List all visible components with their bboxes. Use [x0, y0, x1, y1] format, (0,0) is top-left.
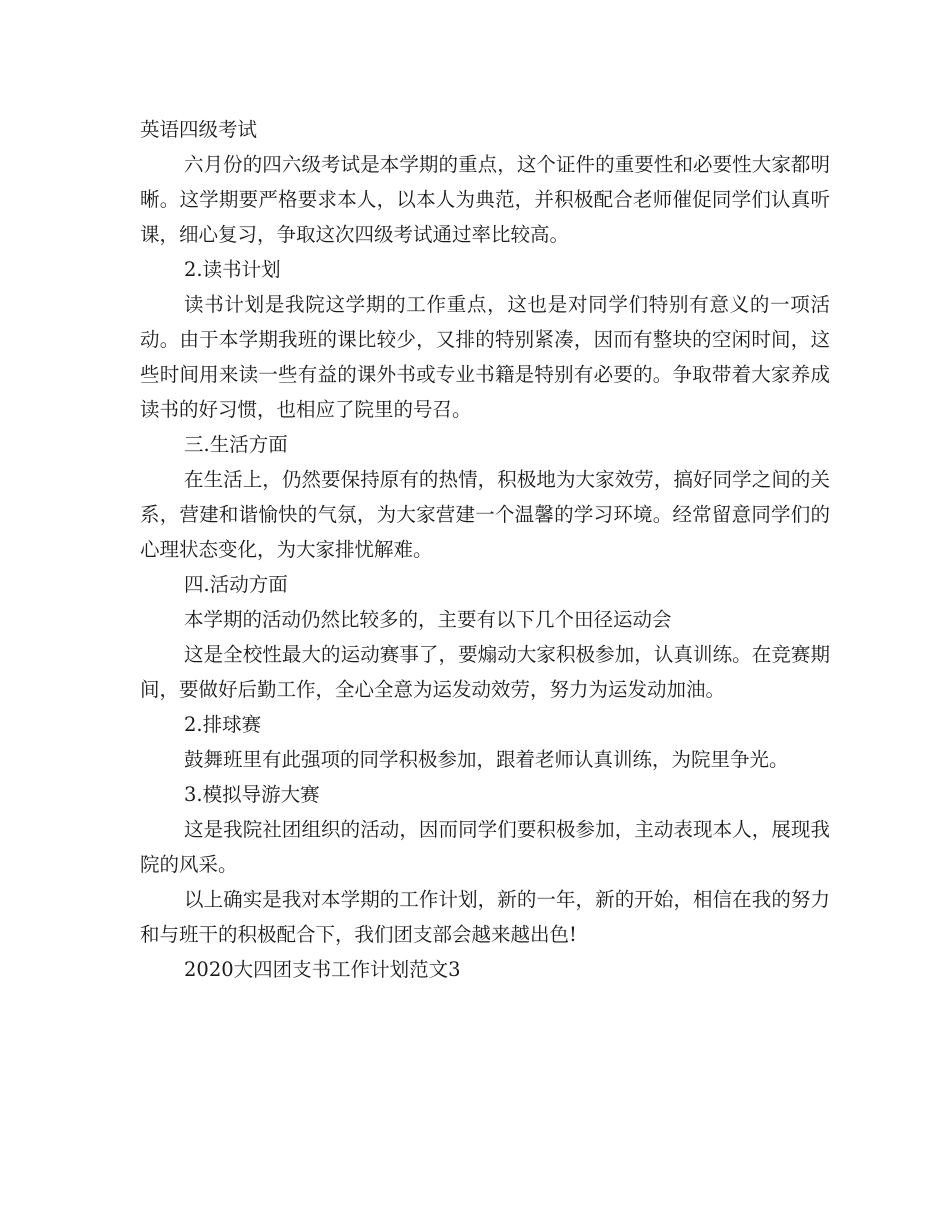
paragraph-heading-activities: 四.活动方面 [184, 573, 288, 596]
paragraph-heading-tour-guide: 3.模拟导游大赛 [184, 783, 320, 806]
paragraph-heading-cet4: 英语四级考试 [140, 118, 258, 141]
paragraph-volleyball-body: 鼓舞班里有此强项的同学积极参加，跟着老师认真训练，为院里争光。 [184, 748, 789, 771]
paragraph-conclusion: 以上确实是我对本学期的工作计划，新的一年，新的开始，相信在我的努力和与班干的积极配合下，我们团支部会越来越出色! [140, 888, 830, 946]
document-body [140, 112, 830, 987]
paragraph-cet4-body: 六月份的四六级考试是本学期的重点，这个证件的重要性和必要性大家都明晰。这学期要严格要求本人，以本人为典范，并积极配合老师催促同学们认真听课，细心复习，争取这次四级考试通过率比较高。 [140, 153, 830, 246]
paragraph-heading-life: 三.生活方面 [184, 433, 288, 456]
paragraph-heading-volleyball: 2.排球赛 [184, 713, 262, 736]
paragraph-heading-reading-plan: 2.读书计划 [184, 258, 281, 281]
paragraph-sports-meet-body: 这是全校性最大的运动赛事了，要煽动大家积极参加，认真训练。在竞赛期间，要做好后勤工作，全心全意为运发动效劳，努力为运发动加油。 [140, 643, 830, 701]
paragraph-tour-guide-body: 这是我院社团组织的活动，因而同学们要积极参加，主动表现本人，展现我院的风采。 [140, 818, 830, 876]
paragraph-reading-plan-body: 读书计划是我院这学期的工作重点，这也是对同学们特别有意义的一项活动。由于本学期我班的课比较少，又排的特别紧凑，因而有整块的空闲时间，这些时间用来读一些有益的课外书或专业书籍是特别有必要的。争取带着大家养成读书的好习惯，也相应了院里的号召。 [140, 293, 830, 421]
paragraph-activities-intro: 本学期的活动仍然比较多的，主要有以下几个田径运动会 [184, 608, 672, 631]
paragraph-life-body: 在生活上，仍然要保持原有的热情，积极地为大家效劳，搞好同学之间的关系，营建和谐愉快的气氛，为大家营建一个温馨的学习环境。经常留意同学们的心理状态变化，为大家排忧解难。 [140, 468, 830, 561]
paragraph-next-sample-title: 2020大四团支书工作计划范文3 [184, 958, 461, 981]
